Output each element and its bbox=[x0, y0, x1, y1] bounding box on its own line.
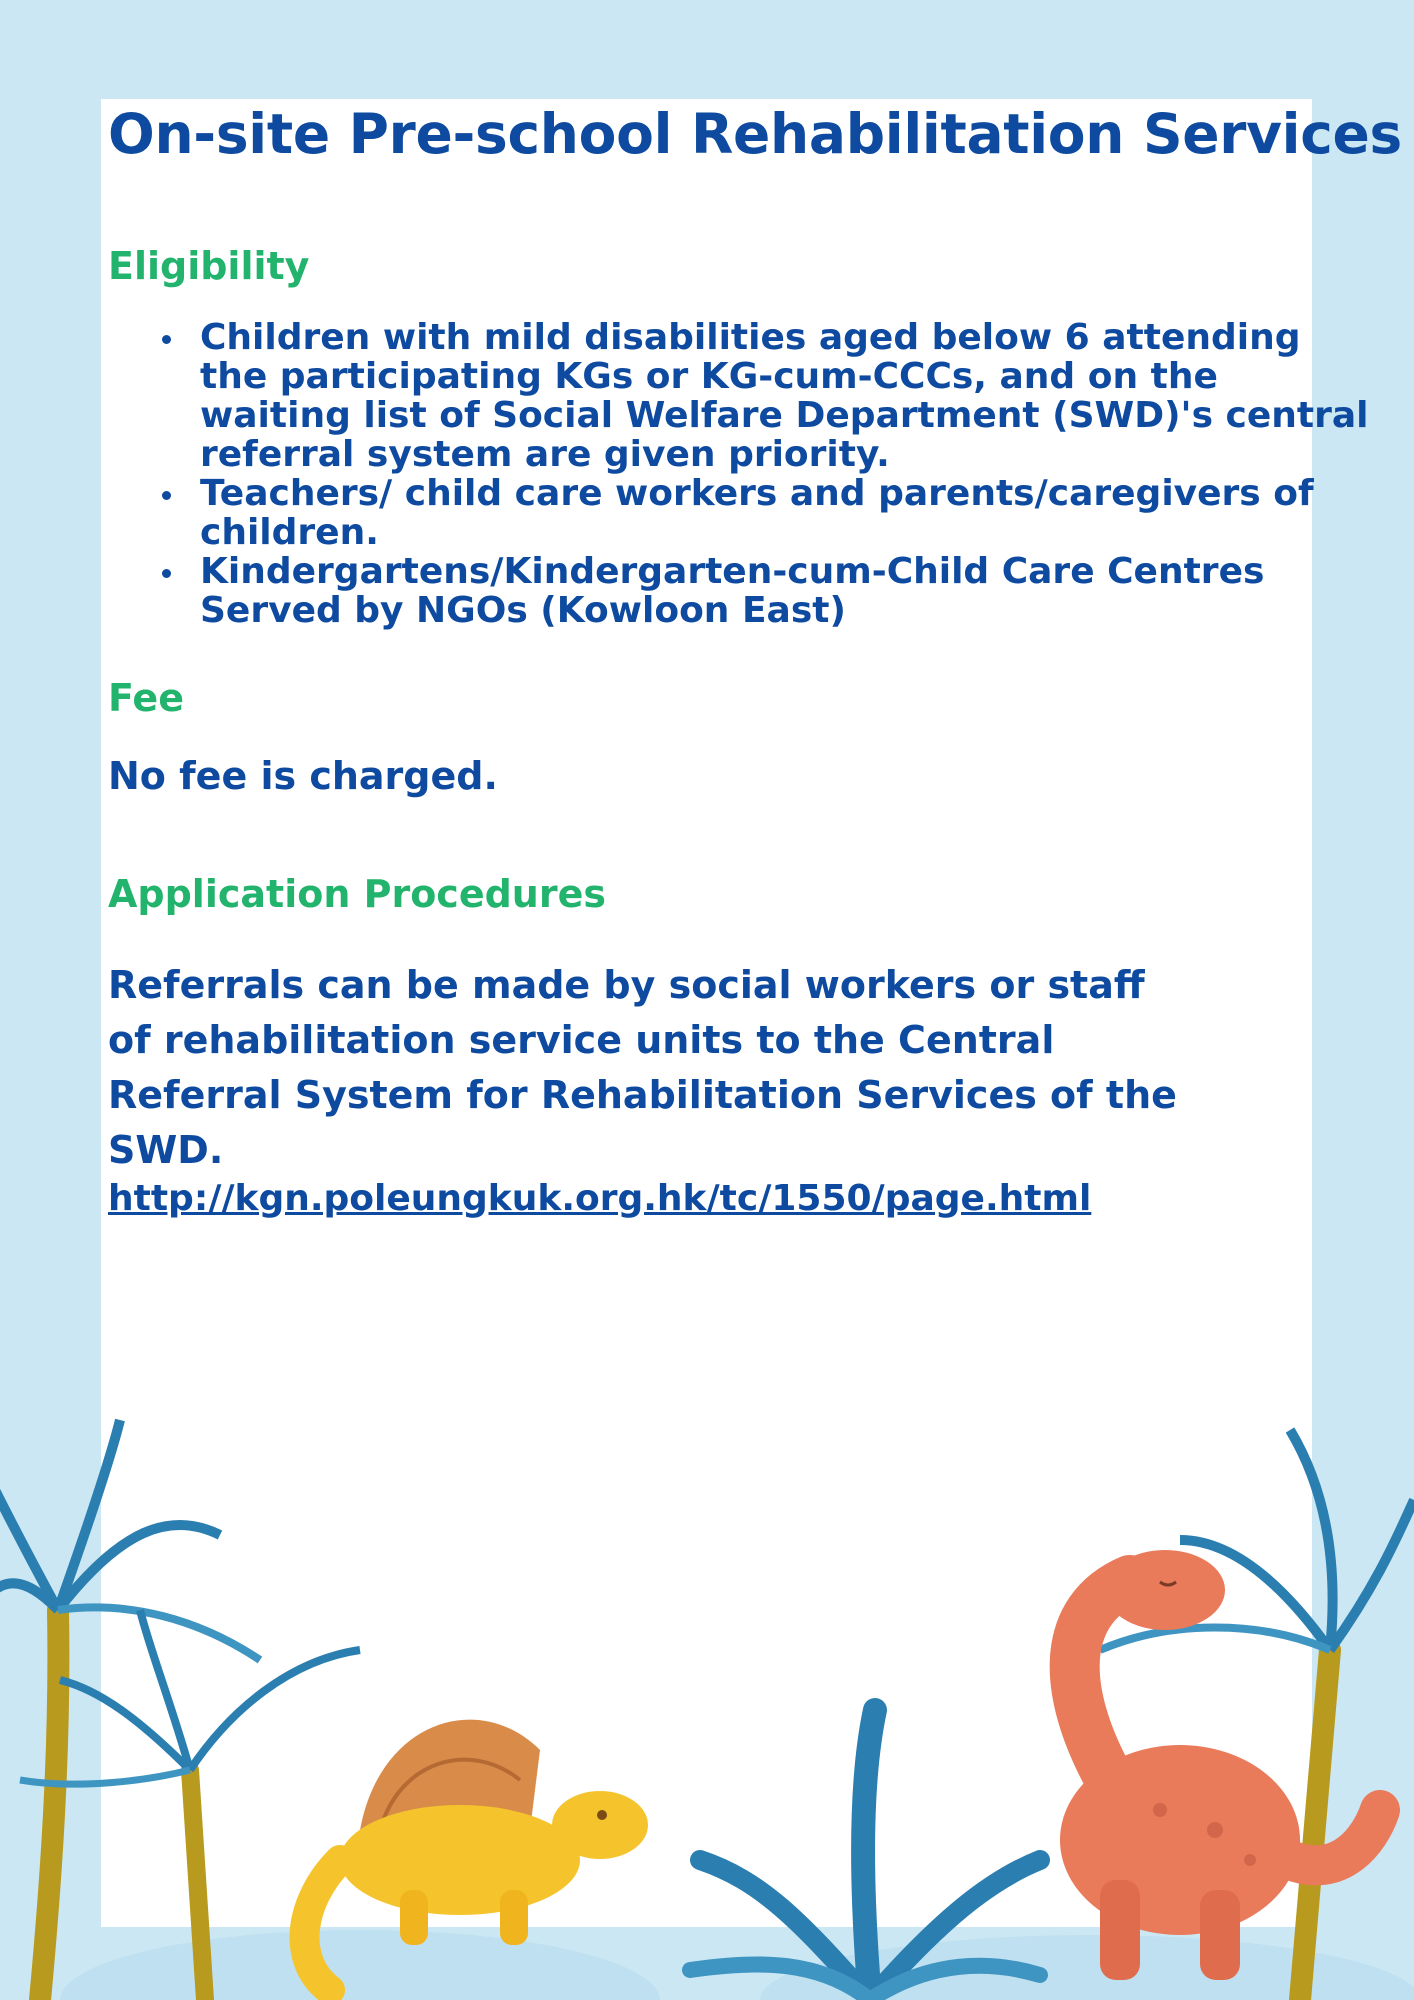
application-text: Referrals can be made by social workers or staff of rehabilitation service units to the Central Referral System for Rehabilitation Services of the SWD. bbox=[108, 963, 1177, 1172]
dinosaur-jungle-illustration bbox=[0, 1360, 1414, 2000]
list-item: Kindergartens/Kindergarten-cum-Child Care Centres Served by NGOs (Kowloon East) bbox=[200, 552, 1380, 630]
list-item: Teachers/ child care workers and parents/caregivers of children. bbox=[200, 474, 1380, 552]
application-heading: Application Procedures bbox=[108, 872, 606, 916]
page-title: On-site Pre-school Rehabilitation Services bbox=[108, 102, 1402, 166]
palm-tree-icon bbox=[0, 1420, 260, 2000]
source-link[interactable]: http://kgn.poleungkuk.org.hk/tc/1550/page.html bbox=[108, 1178, 1092, 1219]
fee-heading: Fee bbox=[108, 676, 184, 720]
eligibility-heading: Eligibility bbox=[108, 244, 310, 288]
fee-text: No fee is charged. bbox=[108, 754, 498, 798]
eligibility-list bbox=[108, 318, 1380, 630]
list-item: Children with mild disabilities aged below 6 attending the participating KGs or KG-cum-CCCs, and on the waiting list of Social Welfare Department (SWD)'s central referral system are given priority. bbox=[200, 318, 1380, 474]
